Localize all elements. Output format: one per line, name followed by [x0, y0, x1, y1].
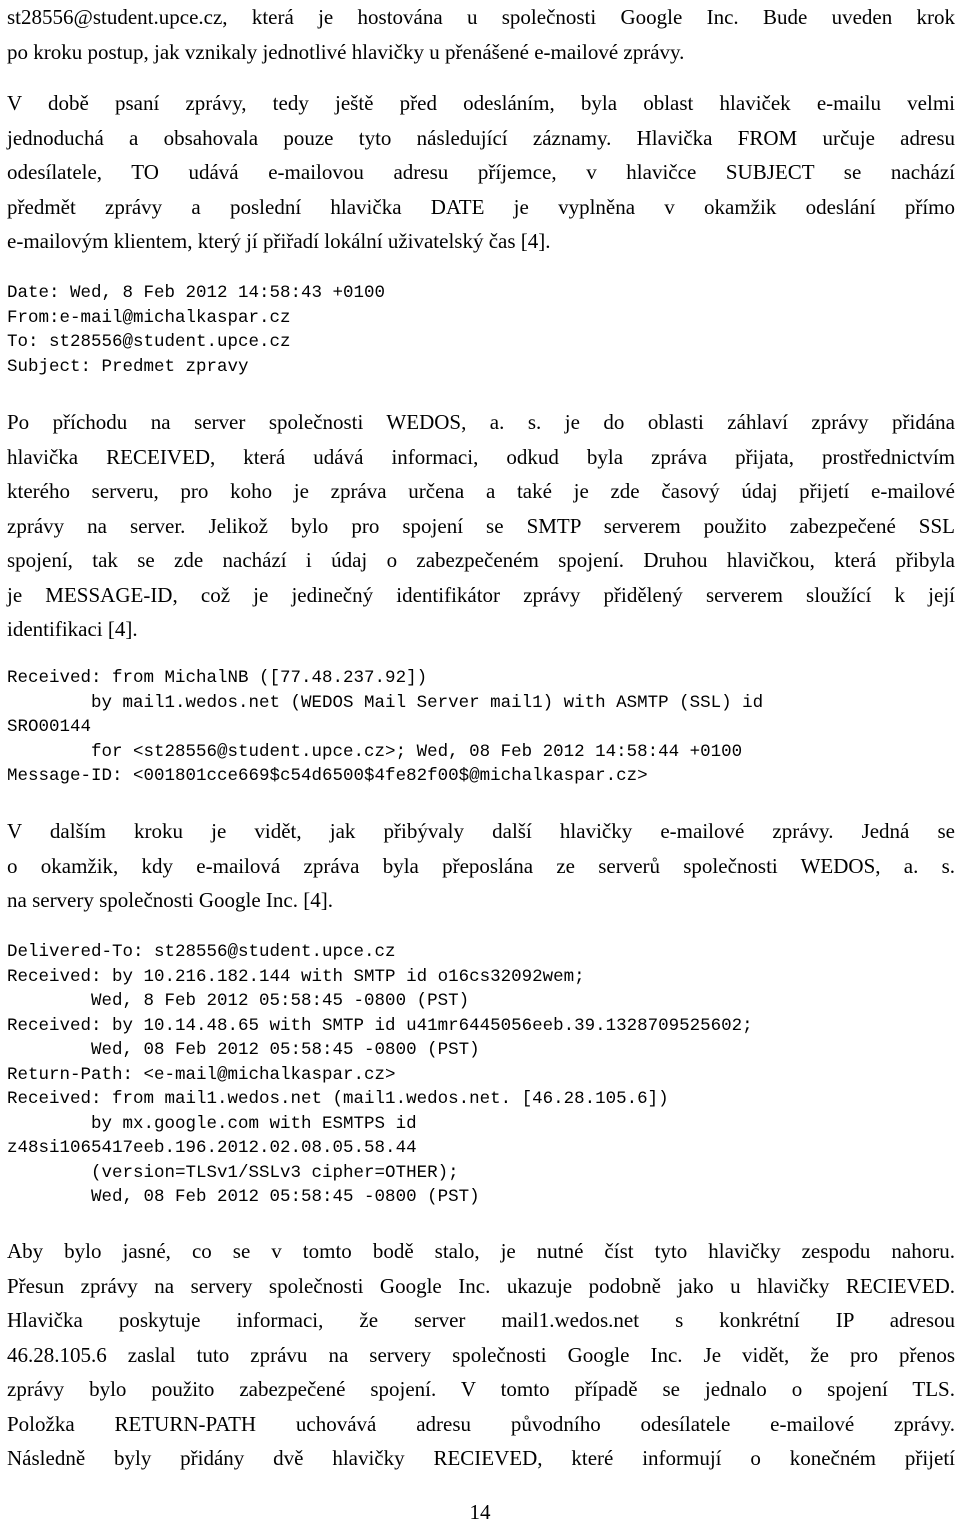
text-line: kterého serveru, pro koho je zpráva určena a také je zde časový údaj přijetí e-mailové [7, 479, 955, 503]
code-line: Received: by 10.216.182.144 with SMTP id o16cs32092wem; [7, 966, 585, 987]
text-line: odesílatele, TO udává e-mailovou adresu příjemce, v hlavičce SUBJECT se nachází [7, 160, 955, 184]
code-line: Return-Path: <e-mail@michalkaspar.cz> [7, 1064, 396, 1085]
paragraph-next-step [7, 814, 955, 918]
text-line: V dalším kroku je vidět, jak přibývaly další hlavičky e-mailové zprávy. Jedná se [7, 819, 955, 843]
text-line: 46.28.105.6 zaslal tuto zprávu na servery společnosti Google Inc. Je vidět, že pro přenos [7, 1342, 955, 1367]
text-line: hlavička RECEIVED, která udává informaci, odkud byla zpráva přijata, prostřednictvím [7, 444, 955, 469]
text-line: Následně byly přidány dvě hlavičky RECIEVED, které informují o konečném přijetí [7, 1446, 955, 1470]
paragraph-reading-headers [7, 1234, 955, 1476]
code-line: Received: from mail1.wedos.net (mail1.wedos.net. [46.28.105.6]) [7, 1089, 669, 1109]
text-line: Přesun zprávy na servery společnosti Google Inc. ukazuje podobně jako u hlavičky RECIEVED. [7, 1273, 955, 1298]
code-line: Wed, 8 Feb 2012 05:58:45 -0800 (PST) [7, 991, 470, 1011]
code-line: for <st28556@student.upce.cz>; Wed, 08 Feb 2012 14:58:44 +0100 [7, 741, 743, 762]
paragraph-intro [7, 0, 955, 69]
code-line: Delivered-To: st28556@student.upce.cz [7, 942, 396, 962]
text-line: Položka RETURN-PATH uchovává adresu původního odesílatele e-mailové zprávy. [7, 1411, 955, 1436]
text-line: V době psaní zprávy, tedy ještě před odesláním, byla oblast hlaviček e-mailu velmi [7, 91, 955, 115]
code-line: Received: by 10.14.48.65 with SMTP id u41mr6445056eeb.39.1328709525602; [7, 1015, 753, 1036]
code-block-google-headers [7, 940, 955, 1210]
code-line: Subject: Predmet zpravy [7, 356, 249, 377]
code-line: z48si1065417eeb.196.2012.02.08.05.58.44 [7, 1138, 417, 1158]
paragraph-wedos-server [7, 405, 955, 647]
code-line: by mx.google.com with ESMTPS id [7, 1113, 417, 1134]
text-line: st28556@student.upce.cz, která je hostována u společnosti Google Inc. Bude uveden krok [7, 5, 955, 29]
code-block-received-headers [7, 666, 955, 789]
text-line: o okamžik, kdy e-mailová zpráva byla přeposlána ze serverů společnosti WEDOS, a. s. [7, 853, 955, 878]
text-line: zprávy na server. Jelikož bylo pro spojení se SMTP serverem použito zabezpečené SSL [7, 513, 955, 538]
code-line: From:e-mail@michalkaspar.cz [7, 307, 291, 328]
code-line: Wed, 08 Feb 2012 05:58:45 -0800 (PST) [7, 1040, 480, 1060]
text-line: identifikaci [4]. [7, 617, 138, 641]
paragraph-headers-description [7, 86, 955, 259]
code-line: Received: from MichalNB ([77.48.237.92]) [7, 668, 428, 688]
code-line: To: st28556@student.upce.cz [7, 332, 291, 352]
code-line: Message-ID: <001801cce669$c54d6500$4fe82f00$@michalkaspar.cz> [7, 766, 648, 786]
code-line: Date: Wed, 8 Feb 2012 14:58:43 +0100 [7, 283, 386, 303]
code-line: SRO00144 [7, 717, 92, 737]
code-line: by mail1.wedos.net (WEDOS Mail Server mail1) with ASMTP (SSL) id [7, 692, 764, 713]
text-line: je MESSAGE-ID, což je jedinečný identifikátor zprávy přidělený serverem sloužící k její [7, 582, 955, 607]
page-number: 14 [469, 1500, 491, 1524]
text-line: jednoduchá a obsahovala pouze tyto následující záznamy. Hlavička FROM určuje adresu [7, 125, 955, 150]
code-line: (version=TLSv1/SSLv3 cipher=OTHER); [7, 1162, 459, 1183]
code-block-initial-headers [7, 281, 955, 379]
text-line: na servery společnosti Google Inc. [4]. [7, 888, 333, 912]
text-line: e-mailovým klientem, který jí přiřadí lokální uživatelský čas [4]. [7, 229, 551, 253]
text-line: spojení, tak se zde nachází i údaj o zabezpečeném spojení. Druhou hlavičkou, která přibyla [7, 548, 955, 572]
text-line: Hlavička poskytuje informaci, že server mail1.wedos.net s konkrétní IP adresou [7, 1308, 955, 1332]
text-line: po kroku postup, jak vznikaly jednotlivé hlavičky u přenášené e-mailové zprávy. [7, 39, 685, 64]
text-line: zprávy bylo použito zabezpečené spojení. V tomto případě se jednalo o spojení TLS. [7, 1377, 955, 1401]
code-line: Wed, 08 Feb 2012 05:58:45 -0800 (PST) [7, 1187, 480, 1207]
text-line: Po příchodu na server společnosti WEDOS, a. s. je do oblasti záhlaví zprávy přidána [7, 410, 955, 434]
text-line: předmět zprávy a poslední hlavička DATE je vyplněna v okamžik odeslání přímo [7, 194, 955, 219]
text-line: Aby bylo jasné, co se v tomto bodě stalo, je nutné číst tyto hlavičky zespodu nahoru. [7, 1239, 955, 1263]
